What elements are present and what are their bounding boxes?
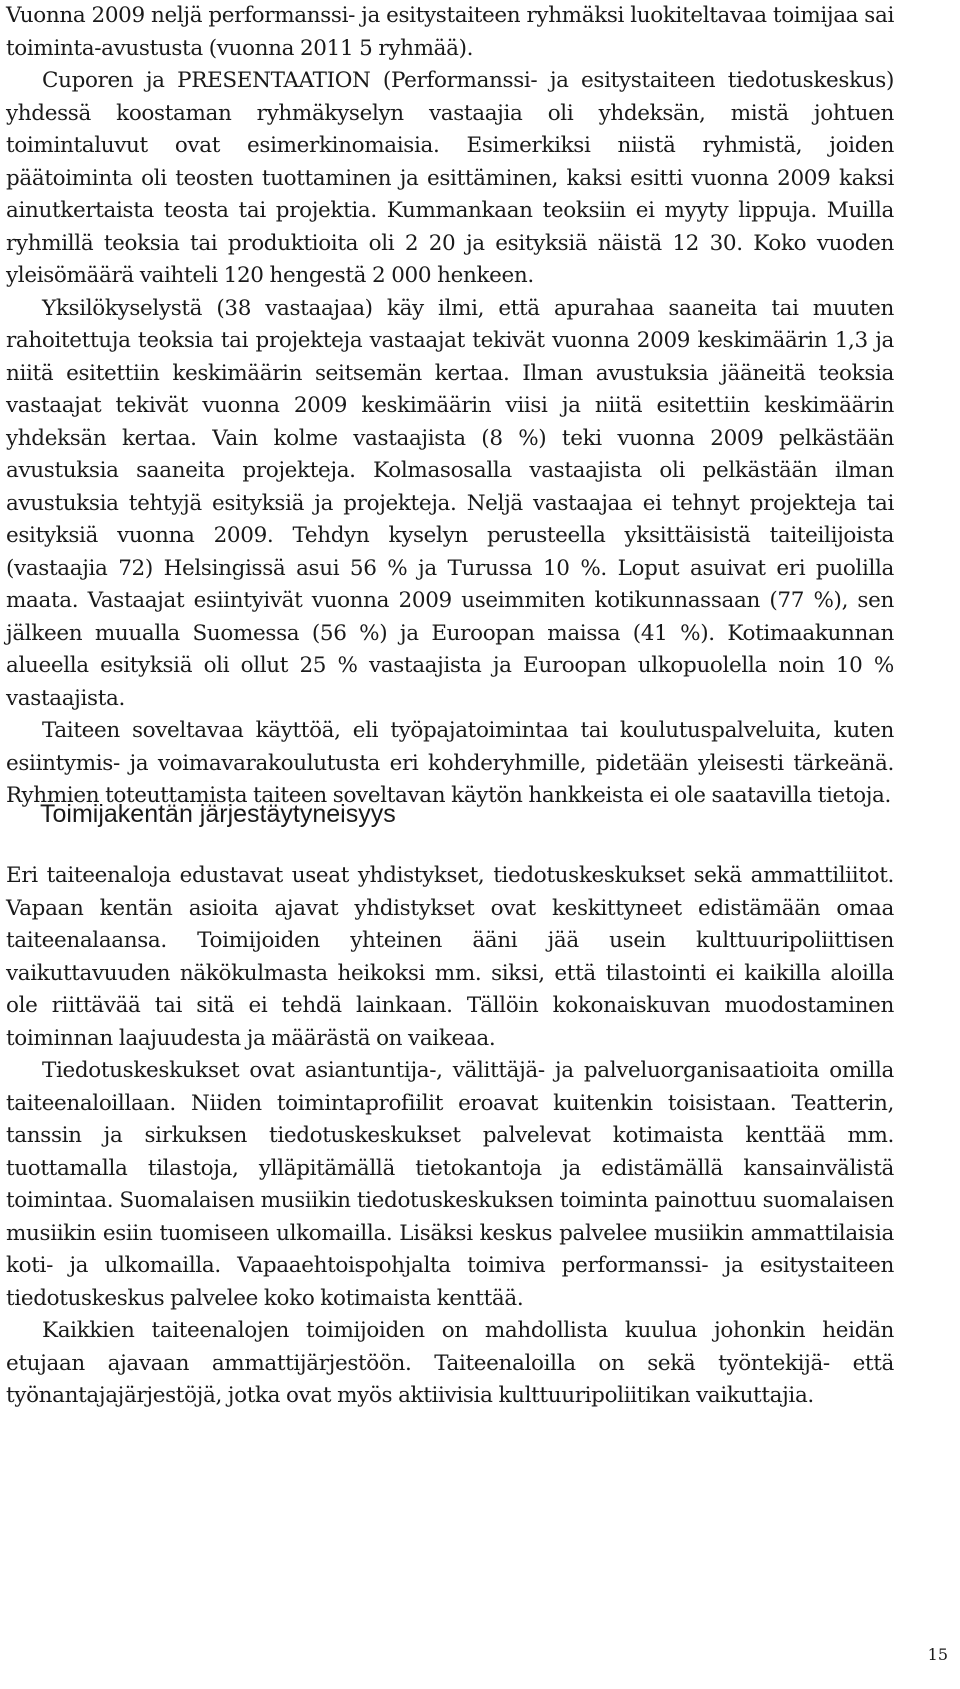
paragraph: Tiedotuskeskukset ovat asiantuntija-, välittäjä- ja palveluorganisaatioita omilla taiteenaloillaan. Niiden toimintaprofiilit eroavat kuitenkin toisistaan. Teatterin, tanssin ja sirkuksen tiedotuskeskukset palvelevat kotimaista kenttää mm. tuottamalla tilastoja, ylläpitämällä tietokantoja ja edistämällä kansainvälistä toimintaa. Suomalaisen musiikin tiedotuskeskuksen toiminta painottuu suomalaisen musiikin esiin tuomiseen ulkomailla. Lisäksi keskus palvelee musiikin ammattilaisia koti- ja ulkomailla. Vapaaehtoispohjalta toimiva performanssi- ja esitystaiteen tiedotuskeskus palvelee koko kotimaista kenttää. xyxy=(6,1058,894,1311)
text-section-2 xyxy=(6,860,894,1413)
paragraph: Taiteen soveltavaa käyttöä, eli työpajatoimintaa tai koulutuspalveluita, kuten esiintymis- ja voimavarakoulutusta eri kohderyhmille, pidetään yleisesti tärkeänä. Ryhmien toteuttamista taiteen soveltavan käytön hankkeista ei ole saatavilla tietoja. xyxy=(6,718,894,808)
paragraph: Vuonna 2009 neljä performanssi- ja esitystaiteen ryhmäksi luokiteltavaa toimijaa sai toiminta-avustusta (vuonna 2011 5 ryhmää). xyxy=(6,3,894,61)
paragraph: Kaikkien taiteenalojen toimijoiden on mahdollista kuulua johonkin heidän etujaan ajavaan ammattijärjestöön. Taiteenaloilla on sekä työntekijä- että työnantajajärjestöjä, jotka ovat myös aktiivisia kulttuuripoliitikan vaikuttajia. xyxy=(6,1318,894,1408)
paragraph: Cuporen ja PRESENTAATION (Performanssi- ja esitystaiteen tiedotuskeskus) yhdessä koostaman ryhmäkyselyn vastaajia oli yhdeksän, mistä johtuen toimintaluvut ovat esimerkinomaisia. Esimerkiksi niistä ryhmistä, joiden päätoiminta oli teosten tuottaminen ja esittäminen, kaksi esitti vuonna 2009 kaksi ainutkertaista teosta tai projektia. Kummankaan teoksiin ei myyty lippuja. Muilla ryhmillä teoksia tai produktioita oli 2 20 ja esityksiä näistä 12 30. Koko vuoden yleisömäärä vaihteli 120 hengestä 2 000 henkeen. xyxy=(6,68,894,288)
paragraph: Yksilökyselystä (38 vastaajaa) käy ilmi, että apurahaa saaneita tai muuten rahoitettuja teoksia tai projekteja vastaajat tekivät vuonna 2009 keskimäärin 1,3 ja niitä esitettiin keskimäärin seitsemän kertaa. Ilman avustuksia jääneitä teoksia vastaajat tekivät vuonna 2009 keskimäärin viisi ja niitä esitettiin keskimäärin yhdeksän kertaa. Vain kolme vastaajista (8 %) teki vuonna 2009 pelkästään avustuksia saaneita projekteja. Kolmasosalla vastaajista oli pelkästään ilman avustuksia tehtyjä esityksiä ja projekteja. Neljä vastaajaa ei tehnyt projekteja tai esityksiä vuonna 2009. Tehdyn kyselyn perusteella yksittäisistä taiteilijoista (vastaajia 72) Helsingissä asui 56 % ja Turussa 10 %. Loput asuivat eri puolilla maata. Vastaajat esiintyivät vuonna 2009 useimmiten kotikunnassaan (77 %), sen jälkeen muualla Suomessa (56 %) ja Euroopan maissa (41 %). Kotimaakunnan alueella esityksiä oli ollut 25 % vastaajista ja Euroopan ulkopuolella noin 10 % vastaajista. xyxy=(6,295,894,711)
section-heading: Toimijakentän järjestäytyneisyys xyxy=(40,800,396,828)
page-number: 15 xyxy=(927,1645,948,1664)
paragraph: Eri taiteenaloja edustavat useat yhdistykset, tiedotuskeskukset sekä ammattiliitot. Vapaan kentän asioita ajavat yhdistykset ovat keskittyneet edistämään omaa taiteenalaansa. Toimijoiden yhteinen ääni jää usein kulttuuripoliittisen vaikuttavuuden näkökulmasta heikoksi mm. siksi, että tilastointi ei kaikilla aloilla ole riittävää tai sitä ei tehdä lainkaan. Tällöin kokonaiskuvan muodostaminen toiminnan laajuudesta ja määrästä on vaikeaa. xyxy=(6,863,894,1051)
text-section-1 xyxy=(6,0,894,813)
